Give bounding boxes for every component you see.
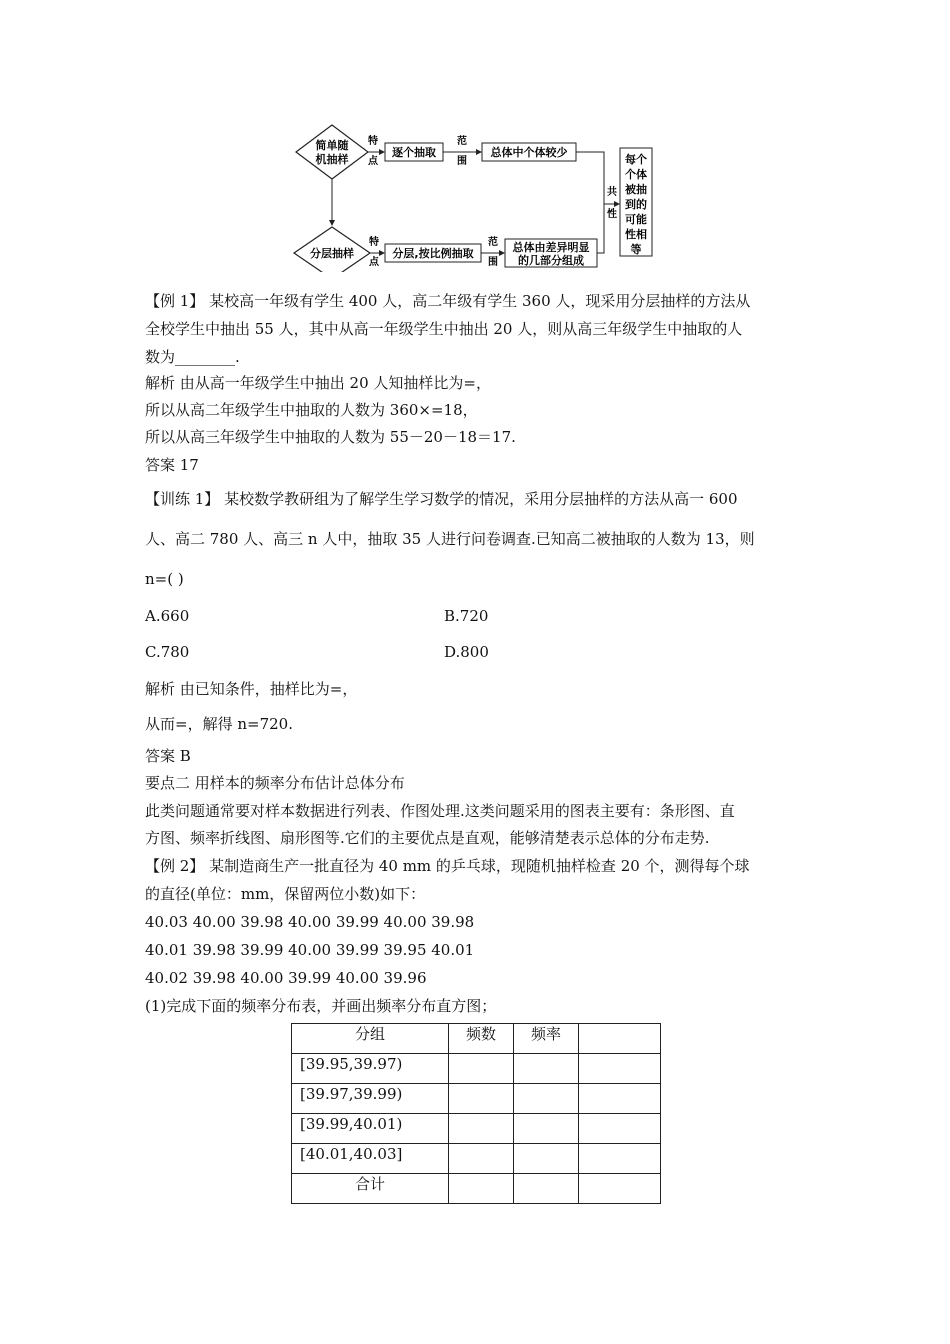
rate-cell[interactable] [514, 1144, 579, 1174]
total-rate-cell[interactable] [514, 1174, 579, 1204]
bottom-range-label-2: 围 [488, 257, 498, 268]
extra-cell[interactable] [579, 1054, 661, 1084]
solution1-line3: 所以从高三年级学生中抽取的人数为 55－20－18＝17. [145, 428, 516, 446]
total-extra-cell[interactable] [579, 1174, 661, 1204]
extra-cell[interactable] [579, 1144, 661, 1174]
bottom-feature-label-2: 点 [369, 257, 379, 268]
table-total-row [292, 1174, 661, 1204]
group-cell: [39.95,39.97) [292, 1054, 449, 1084]
training1-line2: 人、高二 780 人、高三 n 人中，抽取 35 人进行问卷调查.已知高二被抽取的人数为 13，则 [145, 530, 755, 548]
option-b: B.720 [444, 607, 489, 625]
data-row-1: 40.03 40.00 39.98 40.00 39.99 40.00 39.98 [145, 913, 475, 931]
extra-cell[interactable] [579, 1084, 661, 1114]
common-label-2: 性 [607, 209, 617, 220]
data-row-3: 40.02 39.98 40.00 39.99 40.00 39.96 [145, 969, 427, 987]
top-feature-label-2: 点 [368, 156, 378, 167]
solution2-line1: 解析 由已知条件，抽样比为=， [145, 680, 358, 698]
bottom-range-text-1: 总体由差异明显 [512, 241, 590, 254]
common-text-1: 每个 [625, 153, 647, 166]
training1-line3: n=( ) [145, 570, 184, 588]
example2-line2: 的直径(单位：mm，保留两位小数)如下： [145, 885, 426, 903]
header-rate: 频率 [514, 1024, 579, 1054]
table-header-row [292, 1024, 661, 1054]
group-cell: [39.99,40.01) [292, 1114, 449, 1144]
solution2-line2: 从而=，解得 n=720. [145, 715, 293, 733]
top-feature-label-1: 特 [368, 136, 378, 147]
group-cell: [39.97,39.99) [292, 1084, 449, 1114]
example1-line1: 【例 1】 某校高一年级有学生 400 人，高二年级有学生 360 人，现采用分层抽样的方法从 [145, 292, 751, 310]
stratified-label: 分层抽样 [310, 247, 354, 260]
table-row [292, 1114, 661, 1144]
frequency-cell[interactable] [449, 1114, 514, 1144]
frequency-cell[interactable] [449, 1054, 514, 1084]
common-text-5: 可能 [625, 213, 647, 226]
common-text-2: 个体 [625, 168, 647, 181]
example1-line3: 数为________. [145, 348, 240, 366]
option-a: A.660 [145, 607, 190, 625]
answer2: 答案 B [145, 747, 191, 765]
group-cell: [40.01,40.03] [292, 1144, 449, 1174]
example1-line2: 全校学生中抽出 55 人，其中从高一年级学生中抽出 20 人，则从高三年级学生中抽取的人 [145, 320, 743, 338]
extra-cell[interactable] [579, 1114, 661, 1144]
table-row [292, 1144, 661, 1174]
key-point-2-line2: 方图、频率折线图、扇形图等.它们的主要优点是直观，能够清楚表示总体的分布走势. [145, 829, 710, 847]
total-label: 合计 [292, 1174, 449, 1204]
bottom-feature-label-1: 特 [369, 237, 379, 248]
top-range-label-2: 围 [457, 156, 467, 167]
frequency-table [291, 1023, 661, 1204]
bottom-method-text: 分层,按比例抽取 [392, 247, 474, 260]
table-row [292, 1054, 661, 1084]
common-text-7: 等 [630, 243, 642, 256]
example2-line1: 【例 2】 某制造商生产一批直径为 40 mm 的乒乓球，现随机抽样检查 20 个，测得每个球 [145, 857, 750, 875]
common-text-6: 性相 [625, 228, 647, 241]
header-empty [579, 1024, 661, 1054]
simple-random-diamond [296, 125, 368, 179]
solution1-line2: 所以从高二年级学生中抽取的人数为 360×=18， [145, 401, 478, 419]
option-c: C.780 [145, 643, 190, 661]
common-text-3: 被抽 [625, 183, 647, 196]
bottom-range-label-1: 范 [488, 237, 498, 248]
header-frequency: 频数 [449, 1024, 514, 1054]
total-frequency-cell[interactable] [449, 1174, 514, 1204]
rate-cell[interactable] [514, 1054, 579, 1084]
rate-cell[interactable] [514, 1114, 579, 1144]
training1-line1: 【训练 1】 某校数学教研组为了解学生学习数学的情况，采用分层抽样的方法从高一 600 [145, 490, 738, 508]
solution1-line1: 解析 由从高一年级学生中抽出 20 人知抽样比为=， [145, 374, 491, 392]
top-method-text: 逐个抽取 [392, 146, 436, 159]
header-group: 分组 [292, 1024, 449, 1054]
answer1: 答案 17 [145, 456, 199, 474]
common-bracket [576, 152, 604, 253]
top-range-label-1: 范 [457, 136, 467, 147]
frequency-cell[interactable] [449, 1144, 514, 1174]
bottom-range-text-2: 的几部分组成 [518, 254, 584, 267]
sampling-flow-diagram [290, 122, 670, 272]
key-point-2-heading: 要点二 用样本的频率分布估计总体分布 [145, 774, 405, 792]
key-point-2-line1: 此类问题通常要对样本数据进行列表、作图处理.这类问题采用的图表主要有：条形图、直 [145, 802, 735, 820]
data-row-2: 40.01 39.98 39.99 40.00 39.99 39.95 40.01 [145, 941, 475, 959]
simple-random-label-2: 机抽样 [315, 153, 349, 166]
rate-cell[interactable] [514, 1084, 579, 1114]
question-1: (1)完成下面的频率分布表，并画出频率分布直方图； [145, 997, 497, 1015]
simple-random-label-1: 简单随 [315, 139, 349, 152]
frequency-cell[interactable] [449, 1084, 514, 1114]
common-label-1: 共 [607, 187, 617, 198]
common-text-4: 到的 [625, 198, 647, 211]
option-d: D.800 [444, 643, 489, 661]
table-row [292, 1084, 661, 1114]
top-range-text: 总体中个体较少 [490, 146, 568, 159]
